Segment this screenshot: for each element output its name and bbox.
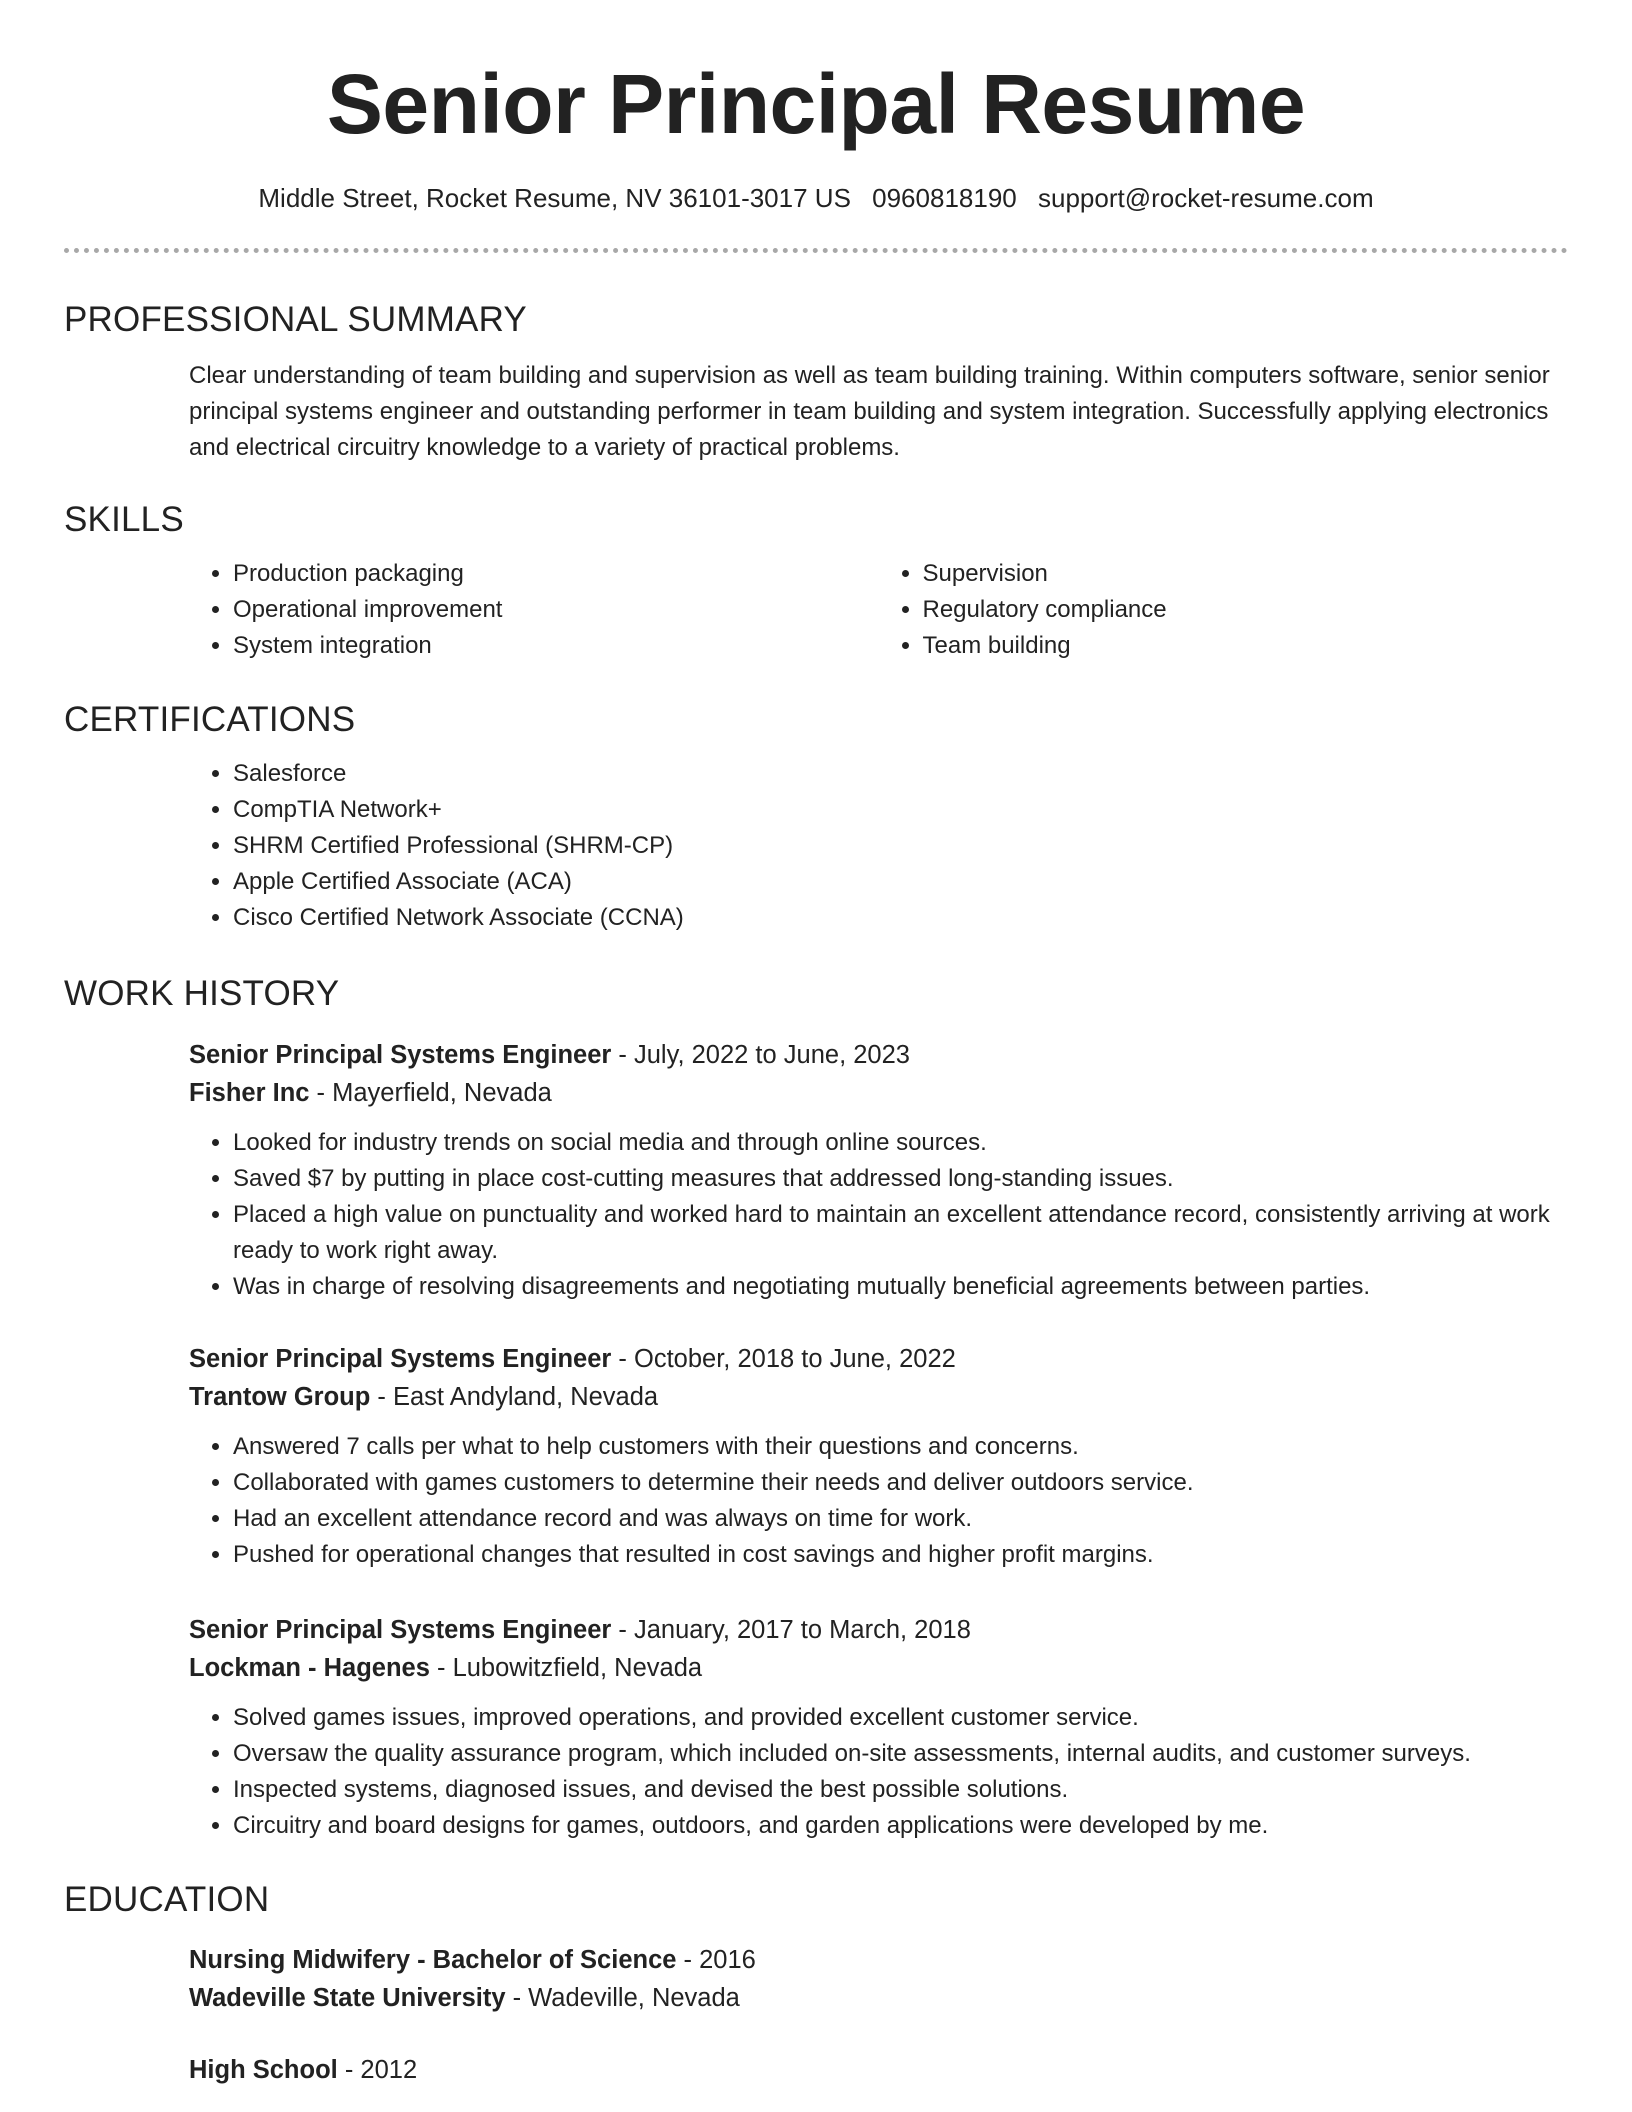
job-bullet: • Answered 7 calls per what to help customers with their questions and concerns. [233, 1429, 1568, 1465]
job-bullets [189, 1700, 1568, 1844]
summary-text: Clear understanding of team building and supervision as well as team building training. Within computers software, senior senior principal systems engineer and outstanding performer in team building and system integration. Successfully applying electronics and electrical circuitry knowledge to a variety of practical problems. [189, 362, 1550, 461]
education-school: Wadeville State University [189, 1984, 506, 2012]
certifications-block [189, 756, 1568, 936]
skill-item: • Regulatory compliance [923, 592, 1569, 628]
education-year: - 2016 [676, 1946, 756, 1974]
header-divider [64, 248, 1568, 253]
certification-item: • SHRM Certified Professional (SHRM-CP) [233, 828, 1568, 864]
skill-item: • Operational improvement [233, 592, 879, 628]
job-bullet: • Pushed for operational changes that resulted in cost savings and higher profit margins. [233, 1537, 1568, 1573]
skills-list-left [189, 556, 879, 664]
certification-item: • Cisco Certified Network Associate (CCNA) [233, 900, 1568, 936]
skill-item: • Production packaging [233, 556, 879, 592]
job-title: Senior Principal Systems Engineer [189, 1616, 612, 1644]
education-year: - 2012 [337, 2056, 418, 2084]
certification-item: • Salesforce [233, 756, 1568, 792]
job-entry [64, 1611, 1568, 1844]
job-company: Fisher Inc [189, 1079, 310, 1107]
education-school-line [189, 1979, 1568, 2017]
job-bullet: • Solved games issues, improved operations, and provided excellent customer service. [233, 1700, 1568, 1736]
job-dates: - October, 2018 to June, 2022 [611, 1345, 956, 1373]
job-bullets [189, 1125, 1568, 1305]
job-entry [64, 1340, 1568, 1573]
job-bullet: • Inspected systems, diagnosed issues, and devised the best possible solutions. [233, 1772, 1568, 1808]
job-entry [64, 1036, 1568, 1305]
certifications-section [64, 698, 1568, 936]
skills-columns [189, 556, 1568, 664]
job-bullet: • Looked for industry trends on social media and through online sources. [233, 1125, 1568, 1161]
job-bullet: • Placed a high value on punctuality and worked hard to maintain an excellent attendance record, consistently arriving at work ready to work right away. [233, 1197, 1568, 1269]
certifications-list [189, 756, 1568, 936]
skill-item: • Team building [923, 628, 1569, 664]
education-entry [64, 1941, 1568, 2017]
education-degree: High School [189, 2056, 338, 2084]
job-body [189, 1611, 1568, 1844]
job-body [189, 1340, 1568, 1573]
job-body [189, 1036, 1568, 1305]
education-body [189, 2051, 1568, 2089]
contact-line [64, 182, 1568, 214]
education-section [64, 1878, 1568, 1922]
job-bullet: • Circuitry and board designs for games, outdoors, and garden applications were developed by me. [233, 1808, 1568, 1844]
education-body [189, 1941, 1568, 2017]
job-dates: - January, 2017 to March, 2018 [611, 1616, 971, 1644]
skill-item: • Supervision [923, 556, 1569, 592]
job-company-line [189, 1649, 1568, 1687]
job-company: Trantow Group [189, 1383, 371, 1411]
job-company-line [189, 1074, 1568, 1112]
job-bullet: • Oversaw the quality assurance program, which included on-site assessments, internal audits, and customer surveys. [233, 1736, 1568, 1772]
education-entry [64, 2051, 1568, 2089]
job-title-line [189, 1611, 1568, 1649]
contact-address: Middle Street, Rocket Resume, NV 36101-3017 US [258, 183, 851, 213]
education-degree-line [189, 2051, 1568, 2089]
education-degree-line [189, 1941, 1568, 1979]
skills-section [64, 498, 1568, 664]
certification-item: • CompTIA Network+ [233, 792, 1568, 828]
contact-email: support@rocket-resume.com [1037, 183, 1374, 213]
work-history-heading: WORK HISTORY [64, 974, 340, 1013]
certifications-heading: CERTIFICATIONS [64, 700, 356, 739]
job-location: - Lubowitzfield, Nevada [429, 1654, 703, 1682]
education-heading: EDUCATION [64, 1880, 270, 1919]
resume-page [64, 0, 1568, 2084]
job-company-line [189, 1378, 1568, 1416]
job-bullets [189, 1429, 1568, 1573]
contact-phone: 0960818190 [872, 183, 1017, 213]
summary-heading: PROFESSIONAL SUMMARY [64, 300, 527, 339]
job-bullet: • Was in charge of resolving disagreements and negotiating mutually beneficial agreements between parties. [233, 1269, 1568, 1305]
job-bullet: • Collaborated with games customers to determine their needs and deliver outdoors service. [233, 1465, 1568, 1501]
job-title: Senior Principal Systems Engineer [189, 1345, 612, 1373]
job-company: Lockman - Hagenes [189, 1654, 430, 1682]
resume-title: Senior Principal Resume [326, 57, 1306, 151]
job-title: Senior Principal Systems Engineer [189, 1041, 612, 1069]
education-location: - Wadeville, Nevada [505, 1984, 740, 2012]
job-location: - East Andyland, Nevada [370, 1383, 659, 1411]
certification-item: • Apple Certified Associate (ACA) [233, 864, 1568, 900]
education-degree: Nursing Midwifery - Bachelor of Science [189, 1946, 677, 1974]
job-title-line [189, 1340, 1568, 1378]
job-title-line [189, 1036, 1568, 1074]
skills-list-right [879, 556, 1569, 664]
summary-section [64, 298, 1568, 466]
job-bullet: • Had an excellent attendance record and was always on time for work. [233, 1501, 1568, 1537]
job-dates: - July, 2022 to June, 2023 [611, 1041, 910, 1069]
skill-item: • System integration [233, 628, 879, 664]
job-bullet: • Saved $7 by putting in place cost-cutting measures that addressed long-standing issues. [233, 1161, 1568, 1197]
skills-heading: SKILLS [64, 500, 184, 539]
job-location: - Mayerfield, Nevada [309, 1079, 552, 1107]
work-history-section [64, 972, 1568, 1016]
